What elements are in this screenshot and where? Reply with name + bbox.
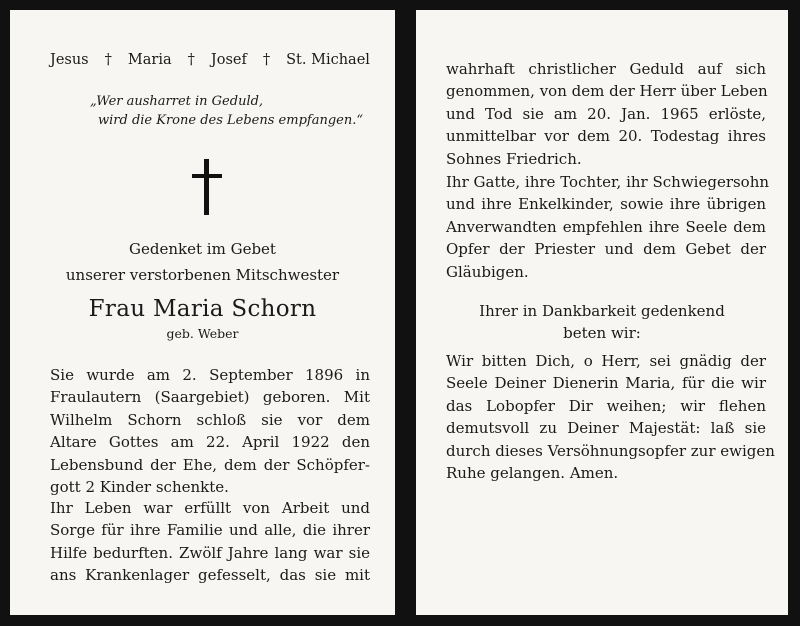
- text-line: Sorge für ihre Familie und alle, die ihrer: [50, 521, 370, 540]
- text-line: Seele Deiner Dienerin Maria, für die wir: [446, 374, 766, 393]
- text-line: durch dieses Versöhnungsopfer zur ewigen: [446, 441, 775, 460]
- text-line: Sie wurde am 2. September 1896 in: [50, 366, 370, 384]
- text-line: Ihr Gatte, ihre Tochter, ihr Schwiegersohn: [446, 173, 770, 191]
- text-line: Ruhe gelangen. Amen.: [446, 464, 619, 483]
- text-line: demutsvoll zu Deiner Majestät: laß sie: [446, 419, 766, 438]
- text-line: Wilhelm Schorn schloß sie vor dem: [50, 410, 370, 429]
- saint-jesus: Jesus: [50, 52, 89, 68]
- text-line: Sohnes Friedrich.: [446, 149, 582, 168]
- text-line: und Tod sie am 20. Jan. 1965 erlöste,: [446, 104, 766, 123]
- text-line: Fraulautern (Saargebiet) geboren. Mit: [50, 388, 370, 407]
- text-line: ans Krankenlager gefesselt, das sie mit: [50, 566, 370, 585]
- text-line: wahrhaft christlicher Geduld auf sich: [446, 60, 766, 78]
- left-card-page: [10, 10, 395, 615]
- text-line: Altare Gottes am 22. April 1922 den: [50, 433, 370, 452]
- right-card-page: [416, 10, 788, 615]
- gratitude-heading: [416, 300, 788, 344]
- biography-paragraph-2: [50, 497, 370, 587]
- cross-glyph: †: [104, 52, 112, 68]
- sister-subheading: unserer verstorbenen Mitschwester: [65, 266, 340, 284]
- text-line: Lebensbund der Ehe, dem der Schöpfer-: [50, 455, 370, 474]
- text-line: und ihre Enkelkinder, sowie ihre übrigen: [446, 195, 766, 214]
- text-line: Hilfe bedurften. Zwölf Jahre lang war sie: [50, 543, 370, 562]
- gratitude-line: Ihrer in Dankbarkeit gedenkend: [479, 302, 725, 320]
- cross-icon: [192, 159, 222, 215]
- family-paragraph: [446, 171, 770, 283]
- maiden-name: geb. Weber: [166, 326, 239, 341]
- saints-line: [50, 52, 370, 68]
- text-line: Wir bitten Dich, o Herr, sei gnädig der: [446, 352, 766, 370]
- text-line: Anverwandten empfehlen ihre Seele dem: [446, 217, 766, 236]
- quote-line: „Wer ausharret in Geduld,: [90, 94, 264, 109]
- quote-line: wird die Krone des Lebens empfangen.“: [98, 113, 363, 128]
- text-line: unmittelbar vor dem 20. Todestag ihres: [446, 127, 766, 146]
- text-line: gott 2 Kinder schenkte.: [50, 478, 229, 497]
- text-line: Opfer der Priester und dem Gebet der: [446, 240, 766, 259]
- biography-paragraph-1: [50, 364, 370, 498]
- text-line: das Lobopfer Dir weihen; wir flehen: [446, 396, 766, 415]
- gratitude-line: beten wir:: [563, 324, 641, 342]
- biography-paragraph-3: [446, 58, 766, 170]
- deceased-name: Frau Maria Schorn: [88, 296, 317, 322]
- text-line: Gläubigen.: [446, 262, 529, 281]
- saint-michael: St. Michael: [286, 52, 370, 68]
- saint-maria: Maria: [127, 52, 172, 68]
- prayer-paragraph: [446, 350, 775, 484]
- bible-quote: [90, 92, 380, 130]
- text-line: Ihr Leben war erfüllt von Arbeit und: [50, 499, 370, 517]
- cross-glyph: †: [262, 52, 271, 68]
- cross-glyph: †: [187, 52, 195, 68]
- text-line: genommen, von dem der Herr über Leben: [446, 82, 768, 101]
- commemorate-heading: Gedenket im Gebet: [129, 240, 276, 258]
- saint-josef: Josef: [210, 52, 247, 68]
